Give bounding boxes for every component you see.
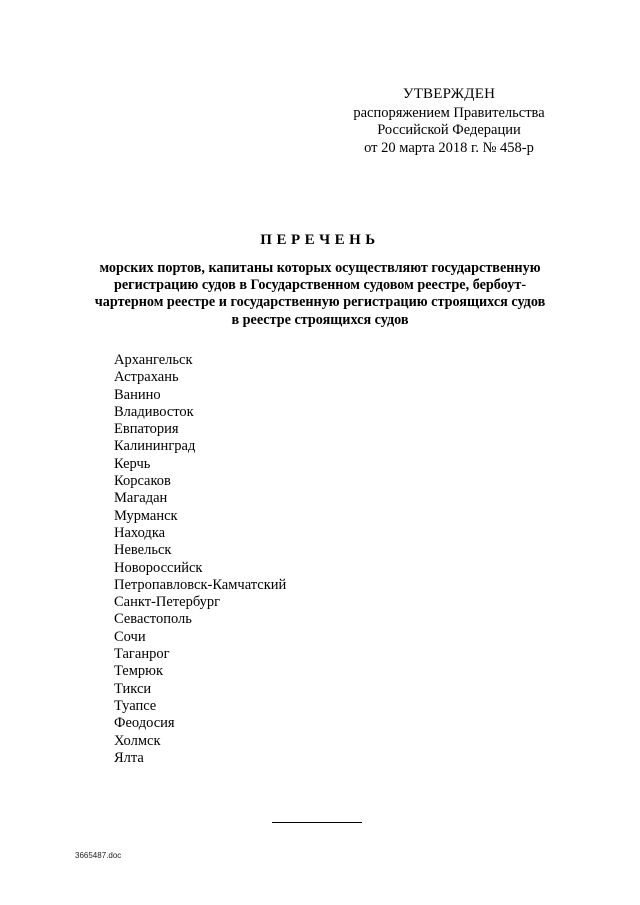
port-item: Холмск	[114, 732, 161, 749]
port-item: Корсаков	[114, 473, 171, 490]
port-item: Астрахань	[114, 369, 179, 386]
port-item: Темрюк	[114, 663, 164, 680]
approval-line-2: Российской Федерации	[377, 122, 521, 138]
port-item: Евпатория	[114, 421, 179, 438]
port-item: Керчь	[114, 455, 151, 472]
document-reference: 3665487.doc	[75, 851, 122, 860]
port-item: Севастополь	[114, 611, 192, 628]
port-item: Магадан	[114, 490, 168, 507]
approval-line-3: от 20 марта 2018 г. № 458-р	[364, 139, 534, 156]
port-item: Ялта	[114, 749, 144, 766]
subtitle-line-3: чартерном реестре и государственную регистрацию строящихся судов	[94, 294, 546, 311]
document-title: ПЕРЕЧЕНЬ	[260, 232, 380, 248]
port-item: Туапсе	[114, 697, 157, 714]
port-item: Мурманск	[114, 507, 178, 524]
port-item: Тикси	[114, 680, 152, 697]
port-item: Санкт-Петербург	[114, 594, 221, 611]
port-item: Владивосток	[114, 403, 194, 420]
subtitle-line-4: в реестре строящихся судов	[231, 311, 409, 328]
closing-divider	[272, 822, 362, 823]
port-item: Архангельск	[114, 352, 193, 368]
port-item: Петропавловск-Камчатский	[114, 576, 287, 593]
ports-list	[114, 352, 286, 767]
port-item: Находка	[114, 524, 166, 541]
port-item: Феодосия	[114, 715, 175, 732]
port-item: Калининград	[114, 438, 196, 455]
port-item: Сочи	[114, 628, 146, 645]
port-item: Невельск	[114, 542, 172, 559]
subtitle-line-1: морских портов, капитаны которых осуществляют государственную	[99, 260, 541, 276]
document-subtitle	[70, 260, 570, 329]
subtitle-line-2: регистрацию судов в Государственном судовом реестре, бербоут-	[113, 277, 527, 294]
approval-heading: УТВЕРЖДЕН	[402, 86, 496, 102]
approval-line-1: распоряжением Правительства	[353, 104, 545, 121]
port-item: Новороссийск	[114, 559, 203, 576]
port-item: Таганрог	[114, 646, 170, 663]
approval-block	[334, 86, 564, 157]
port-item: Ванино	[114, 386, 161, 403]
